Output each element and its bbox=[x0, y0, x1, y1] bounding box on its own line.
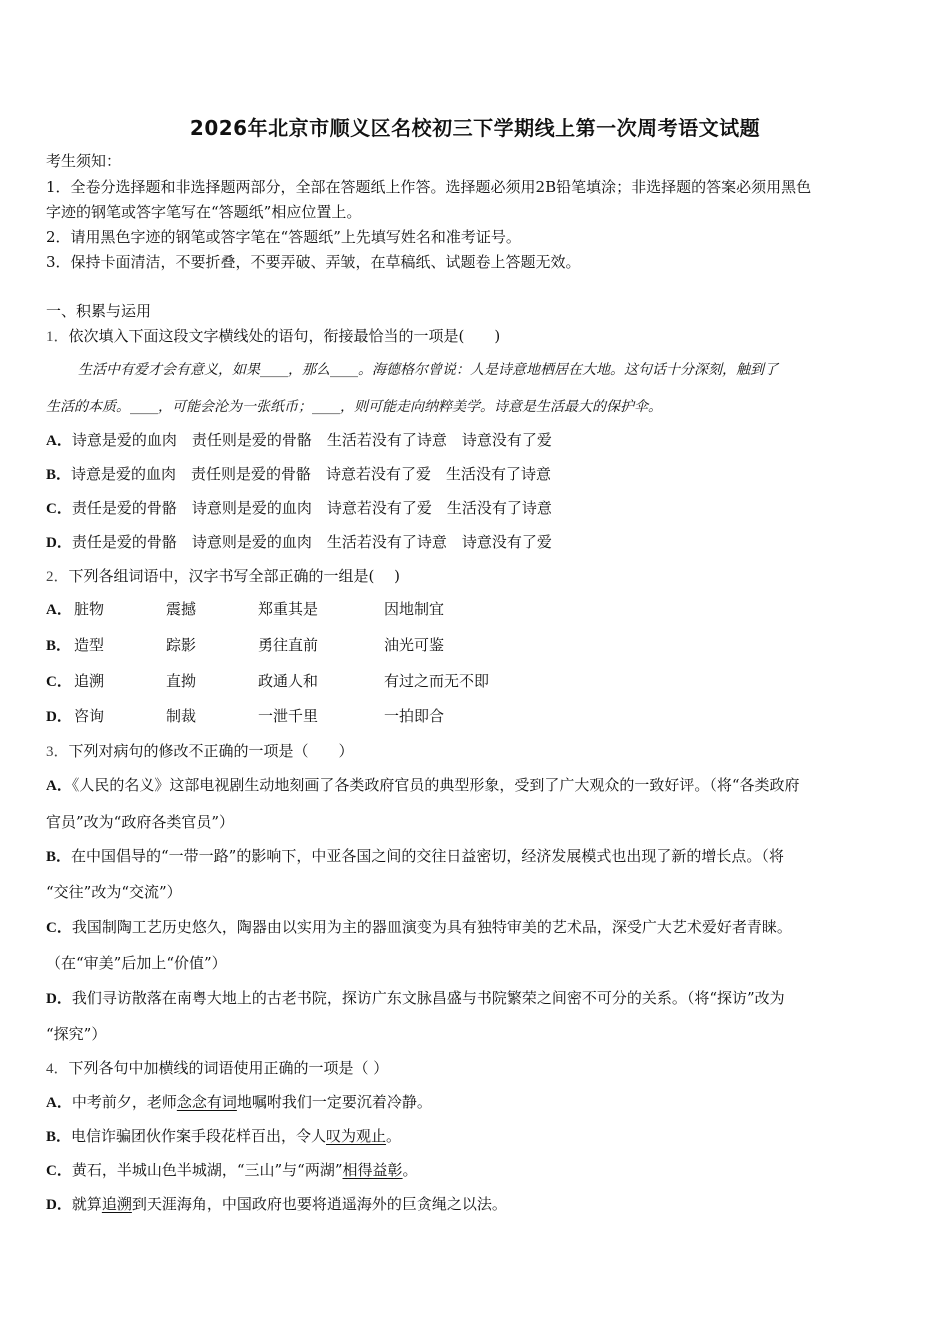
question-text: 依次填入下面这段文字横线处的语句，衔接最恰当的一项是( ) bbox=[68, 327, 501, 345]
option-label: D． bbox=[46, 709, 72, 725]
word: 勇往直前 bbox=[258, 636, 319, 654]
option-text: 。 bbox=[386, 1127, 402, 1145]
underlined-phrase: 相得益彰 bbox=[342, 1161, 403, 1179]
question-number: 4． bbox=[46, 1061, 69, 1077]
word: 油光可鉴 bbox=[384, 636, 445, 654]
option-text: 我国制陶工艺历史悠久，陶器由以实用为主的器皿演变为具有独特审美的艺术品，深受广大艺术爱好者青睐。 bbox=[71, 918, 792, 936]
option-text: 《人民的名义》这部电视剧生动地刻画了各类政府官员的典型形象，受到了广大观众的一致好评。（将“各类政府 bbox=[71, 776, 800, 794]
word: 震撼 bbox=[166, 600, 197, 618]
option-text: 诗意是爱的血肉 责任则是爱的骨骼 生活若没有了诗意 诗意没有了爱 bbox=[71, 431, 552, 449]
q1-option-c bbox=[46, 498, 552, 519]
q3-option-c bbox=[46, 917, 792, 938]
word: 造型 bbox=[74, 636, 105, 654]
word: 一泄千里 bbox=[258, 707, 319, 725]
option-text: 电信诈骗团伙作案手段花样百出，令人 bbox=[71, 1127, 327, 1145]
page-title: 2026年北京市顺义区名校初三下学期线上第一次周考语文试题 bbox=[189, 116, 761, 140]
q1-option-d bbox=[46, 532, 552, 553]
q4-option-a bbox=[46, 1092, 432, 1113]
option-text: 诗意是爱的血肉 责任则是爱的骨骼 诗意若没有了爱 生活没有了诗意 bbox=[71, 465, 552, 483]
option-label: B． bbox=[46, 849, 72, 865]
q3-option-a bbox=[46, 775, 800, 796]
question-4-stem bbox=[46, 1058, 388, 1079]
word: 直拗 bbox=[166, 672, 197, 690]
option-label: B． bbox=[46, 1129, 72, 1145]
notice-heading: 考生须知： bbox=[46, 152, 122, 170]
question-2-stem bbox=[46, 566, 400, 587]
option-text: 我们寻访散落在南粤大地上的古老书院，探访广东文脉昌盛与书院繁荣之间密不可分的关系。（将“探访”改为 bbox=[71, 989, 785, 1007]
q1-passage-line: 生活的本质。____，可能会沦为一张纸币；____，则可能走向纳粹美学。诗意是生活最大的保护伞。 bbox=[46, 399, 662, 415]
word: 脏物 bbox=[74, 600, 105, 618]
word: 一拍即合 bbox=[384, 707, 445, 725]
word: 踪影 bbox=[166, 636, 197, 654]
option-label: C． bbox=[46, 501, 72, 517]
option-text: 。 bbox=[402, 1161, 418, 1179]
q3-option-c-cont: （在“审美”后加上“价值”） bbox=[46, 954, 227, 972]
q4-option-d bbox=[46, 1194, 507, 1215]
option-label: B． bbox=[46, 638, 72, 654]
option-label: D． bbox=[46, 1197, 72, 1213]
question-number: 1． bbox=[46, 329, 69, 345]
word: 因地制宜 bbox=[384, 600, 445, 618]
option-label: D． bbox=[46, 991, 72, 1007]
notice-line: 字迹的钢笔或答字笔写在“答题纸”相应位置上。 bbox=[46, 203, 362, 221]
q3-option-b bbox=[46, 846, 784, 867]
option-label: C． bbox=[46, 1163, 72, 1179]
section-heading: 一、积累与运用 bbox=[46, 302, 152, 320]
notice-line: 1．全卷分选择题和非选择题两部分，全部在答题纸上作答。选择题必须用2B铅笔填涂；非选择题的答案必须用黑色 bbox=[46, 178, 812, 196]
word: 政通人和 bbox=[258, 672, 319, 690]
option-label: C． bbox=[46, 920, 72, 936]
word: 追溯 bbox=[74, 672, 105, 690]
q1-passage-line: 生活中有爱才会有意义，如果____，那么____。海德格尔曾说：人是诗意地栖居在大地。这句话十分深刻，触到了 bbox=[78, 362, 778, 378]
question-number: 3． bbox=[46, 744, 69, 760]
option-text: 中考前夕，老师 bbox=[71, 1093, 177, 1111]
option-label: A． bbox=[46, 778, 72, 794]
notice-line: 2．请用黑色字迹的钢笔或答字笔在“答题纸”上先填写姓名和准考证号。 bbox=[46, 228, 521, 246]
question-text: 下列各组词语中，汉字书写全部正确的一组是( ) bbox=[68, 567, 400, 585]
option-text: 就算 bbox=[71, 1195, 102, 1213]
word: 有过之而无不即 bbox=[384, 672, 490, 690]
q3-option-b-cont: “交往”改为“交流”） bbox=[46, 883, 182, 901]
option-text: 黄石，半城山色半城湖，“三山”与“两湖” bbox=[71, 1161, 343, 1179]
underlined-phrase: 叹为观止 bbox=[326, 1127, 387, 1145]
notice-line: 3．保持卡面清洁，不要折叠，不要弄破、弄皱，在草稿纸、试题卷上答题无效。 bbox=[46, 253, 581, 271]
word: 咨询 bbox=[74, 707, 105, 725]
option-label: B． bbox=[46, 467, 72, 483]
option-label: A． bbox=[46, 602, 72, 618]
option-text: 责任是爱的骨骼 诗意则是爱的血肉 诗意若没有了爱 生活没有了诗意 bbox=[71, 499, 552, 517]
q4-option-b bbox=[46, 1126, 401, 1147]
q3-option-a-cont: 官员”改为“政府各类官员”） bbox=[46, 813, 235, 831]
q4-option-c bbox=[46, 1160, 418, 1181]
q3-option-d bbox=[46, 988, 785, 1009]
question-text: 下列对病句的修改不正确的一项是（ ） bbox=[68, 742, 354, 760]
option-label: A． bbox=[46, 1095, 72, 1111]
underlined-phrase: 念念有词 bbox=[176, 1093, 237, 1111]
option-text: 在中国倡导的“一带一路”的影响下，中亚各国之间的交往日益密切，经济发展模式也出现了新的增长点。（将 bbox=[71, 847, 784, 865]
option-text: 地嘱咐我们一定要沉着冷静。 bbox=[236, 1093, 432, 1111]
q1-option-a bbox=[46, 430, 552, 451]
question-1-stem bbox=[46, 326, 500, 347]
word: 郑重其是 bbox=[258, 600, 319, 618]
option-label: D． bbox=[46, 535, 72, 551]
question-3-stem bbox=[46, 741, 354, 762]
underlined-phrase: 追溯 bbox=[101, 1195, 132, 1213]
word: 制裁 bbox=[166, 707, 197, 725]
option-text: 到天涯海角，中国政府也要将逍遥海外的巨贪绳之以法。 bbox=[131, 1195, 507, 1213]
option-label: A． bbox=[46, 433, 72, 449]
q3-option-d-cont: “探究”） bbox=[46, 1025, 107, 1043]
question-number: 2． bbox=[46, 569, 69, 585]
option-label: C． bbox=[46, 674, 72, 690]
q1-option-b bbox=[46, 464, 551, 485]
question-text: 下列各句中加横线的词语使用正确的一项是（ ） bbox=[68, 1059, 389, 1077]
option-text: 责任是爱的骨骼 诗意则是爱的血肉 生活若没有了诗意 诗意没有了爱 bbox=[71, 533, 552, 551]
